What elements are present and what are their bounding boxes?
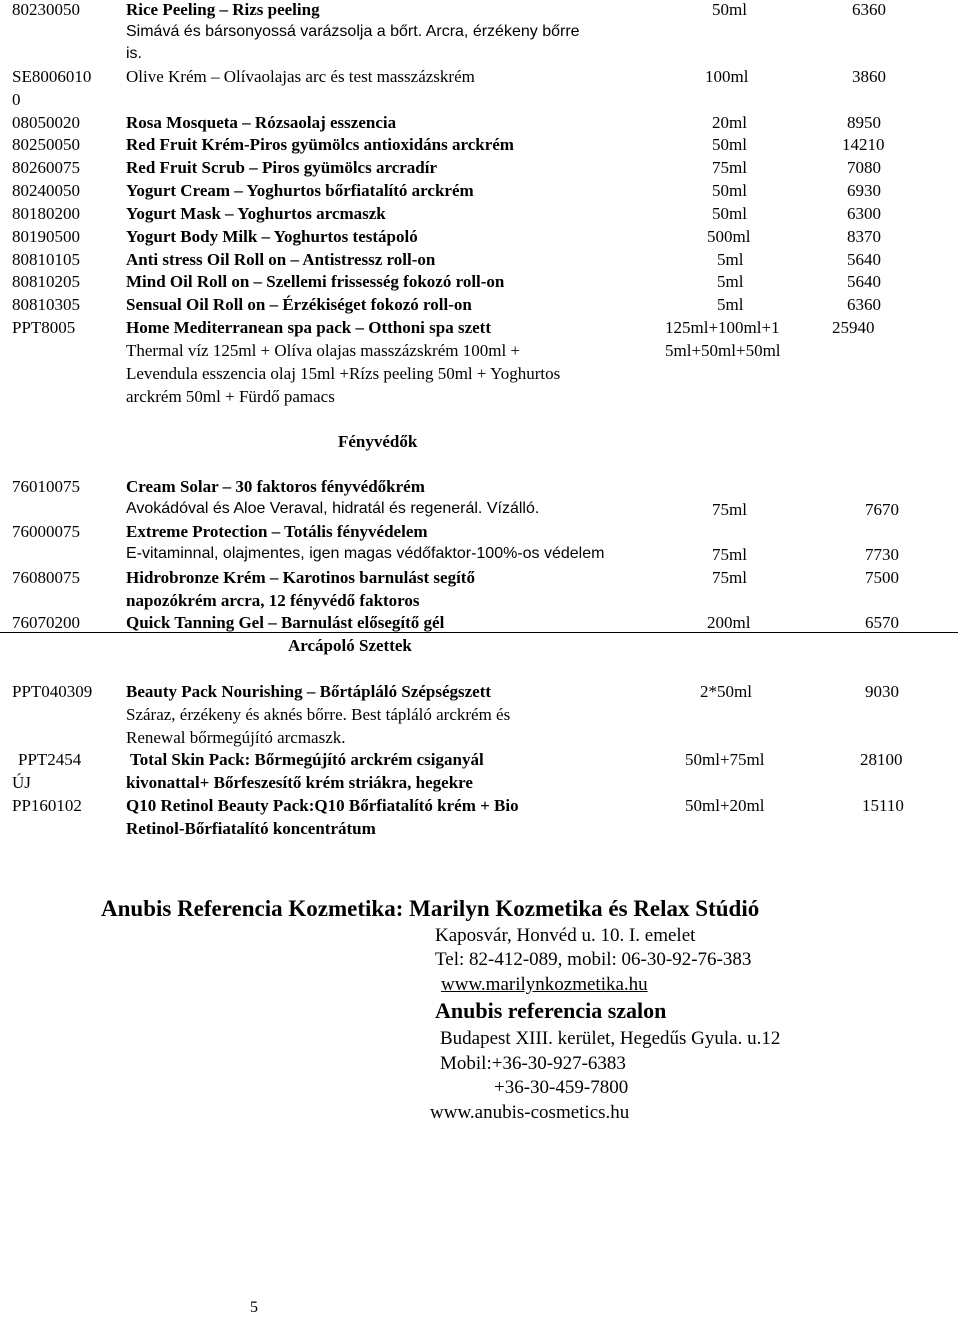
- text-line: PPT040309: [12, 682, 93, 701]
- text-line: 8370: [847, 227, 881, 246]
- text-line: 0: [12, 90, 21, 109]
- text-line: 5640: [847, 272, 881, 291]
- text-line: 5ml: [717, 272, 744, 291]
- text-line: 6930: [847, 181, 881, 200]
- text-line: Beauty Pack Nourishing – Bőrtápláló Szépségszett: [126, 682, 492, 701]
- text-line: 80810205: [12, 272, 80, 291]
- text-line: 76080075: [12, 568, 80, 587]
- text-line: Hidrobronze Krém – Karotinos barnulást segítő: [126, 568, 475, 587]
- footer-heading: Anubis Referencia Kozmetika: Marilyn Kozmetika és Relax Stúdió: [101, 896, 760, 921]
- footer-phone-1: Tel: 82-412-089, mobil: 06-30-92-76-383: [435, 949, 752, 970]
- text-line: E-vitaminnal, olajmentes, igen magas védőfaktor-100%-os védelem: [126, 545, 605, 562]
- text-line: 20ml: [712, 113, 747, 132]
- text-line: 500ml: [707, 227, 751, 246]
- text-line: 7670: [865, 500, 899, 519]
- text-line: Száraz, érzékeny és aknés bőrre. Best tápláló arckrém és: [126, 705, 511, 724]
- text-line: Renewal bőrmegújító arcmaszk.: [126, 728, 346, 747]
- footer-website-2[interactable]: www.anubis-cosmetics.hu: [430, 1102, 630, 1123]
- text-line: 9030: [865, 682, 899, 701]
- text-line: 80180200: [12, 204, 80, 223]
- text-line: Quick Tanning Gel – Barnulást elősegítő gél: [126, 613, 445, 632]
- text-line: Avokádóval és Aloe Veraval, hidratál és regenerál. Vízálló.: [126, 500, 540, 517]
- text-line: Red Fruit Scrub – Piros gyümölcs arcradír: [126, 158, 438, 177]
- text-line: 76000075: [12, 522, 80, 541]
- text-line: kivonattal+ Bőrfeszesítő krém striákra, hegekre: [126, 773, 473, 792]
- text-line: 5ml+50ml+50ml: [665, 341, 781, 360]
- text-line: 80810105: [12, 250, 80, 269]
- text-line: 50ml+75ml: [685, 750, 765, 769]
- text-line: 75ml: [712, 568, 747, 587]
- text-line: Simává és bársonyossá varázsolja a bőrt. Arcra, érzékeny bőrre: [126, 23, 580, 40]
- text-line: 76070200: [12, 613, 80, 632]
- text-line: 80810305: [12, 295, 80, 314]
- text-line: 5ml: [717, 250, 744, 269]
- text-line: 2*50ml: [700, 682, 752, 701]
- text-line: SE8006010: [12, 67, 92, 86]
- text-line: 5ml: [717, 295, 744, 314]
- text-line: 50ml: [712, 181, 747, 200]
- text-line: 50ml: [712, 0, 747, 19]
- text-line: 7080: [847, 158, 881, 177]
- footer-salon-name: Anubis referencia szalon: [435, 998, 667, 1023]
- text-line: Retinol-Bőrfiatalító koncentrátum: [126, 819, 376, 838]
- text-line: is.: [126, 45, 142, 62]
- text-line: 80190500: [12, 227, 80, 246]
- text-line: 25940: [832, 318, 875, 337]
- text-line: 200ml: [707, 613, 751, 632]
- footer-address-2: Budapest XIII. kerület, Hegedűs Gyula. u.12: [440, 1028, 781, 1049]
- text-line: 6360: [847, 295, 881, 314]
- text-line: 125ml+100ml+1: [665, 318, 780, 337]
- text-line: 6360: [852, 0, 886, 19]
- text-line: 80240050: [12, 181, 80, 200]
- text-line: 80230050: [12, 0, 80, 19]
- text-line: Rosa Mosqueta – Rózsaolaj esszencia: [126, 113, 397, 132]
- text-line: Levendula esszencia olaj 15ml +Rízs peeling 50ml + Yoghurtos: [126, 364, 561, 383]
- text-line: 100ml: [705, 67, 749, 86]
- text-line: Home Mediterranean spa pack – Otthoni spa szett: [126, 318, 492, 337]
- text-line: 6570: [865, 613, 899, 632]
- text-line: Fényvédők: [338, 432, 418, 451]
- text-line: 76010075: [12, 477, 80, 496]
- text-line: Olive Krém – Olívaolajas arc és test masszázskrém: [126, 67, 475, 86]
- section-divider: [0, 632, 958, 633]
- footer-website-1[interactable]: www.marilynkozmetika.hu: [441, 974, 648, 995]
- text-line: Q10 Retinol Beauty Pack:Q10 Bőrfiatalító krém + Bio: [126, 796, 519, 815]
- text-line: arckrém 50ml + Fürdő pamacs: [126, 387, 335, 406]
- text-line: PP160102: [12, 796, 82, 815]
- text-line: 5640: [847, 250, 881, 269]
- text-line: Extreme Protection – Totális fényvédelem: [126, 522, 428, 541]
- text-line: Yogurt Body Milk – Yoghurtos testápoló: [126, 227, 418, 246]
- text-line: PPT2454: [18, 750, 82, 769]
- text-line: 14210: [842, 135, 885, 154]
- text-line: PPT8005: [12, 318, 76, 337]
- text-line: napozókrém arcra, 12 fényvédő faktoros: [126, 591, 420, 610]
- text-line: Sensual Oil Roll on – Érzékiséget fokozó roll-on: [126, 295, 472, 314]
- footer-address-1: Kaposvár, Honvéd u. 10. I. emelet: [435, 925, 696, 946]
- text-line: 08050020: [12, 113, 80, 132]
- page-number: 5: [250, 1299, 258, 1316]
- text-line: 3860: [852, 67, 886, 86]
- text-line: 50ml: [712, 135, 747, 154]
- text-line: 50ml+20ml: [685, 796, 765, 815]
- text-line: 75ml: [712, 158, 747, 177]
- text-line: 7730: [865, 545, 899, 564]
- text-line: Rice Peeling – Rizs peeling: [126, 0, 320, 19]
- text-line: Anti stress Oil Roll on – Antistressz roll-on: [126, 250, 436, 269]
- text-line: 6300: [847, 204, 881, 223]
- text-line: Yogurt Cream – Yoghurtos bőrfiatalító arckrém: [126, 181, 474, 200]
- text-line: 80260075: [12, 158, 80, 177]
- text-line: Red Fruit Krém-Piros gyümölcs antioxidáns arckrém: [126, 135, 514, 154]
- text-line: 75ml: [712, 545, 747, 564]
- text-line: 75ml: [712, 500, 747, 519]
- text-line: 28100: [860, 750, 903, 769]
- text-line: ÚJ: [12, 773, 31, 792]
- text-line: Yogurt Mask – Yoghurtos arcmaszk: [126, 204, 386, 223]
- text-line: 7500: [865, 568, 899, 587]
- text-line: 8950: [847, 113, 881, 132]
- footer-mobile-3: +36-30-459-7800: [494, 1077, 629, 1098]
- text-line: Total Skin Pack: Bőrmegújító arckrém csiganyál: [130, 750, 484, 769]
- text-line: 50ml: [712, 204, 747, 223]
- text-line: Mind Oil Roll on – Szellemi frissesség fokozó roll-on: [126, 272, 505, 291]
- text-line: Arcápoló Szettek: [288, 636, 412, 655]
- text-line: 15110: [862, 796, 904, 815]
- text-line: 80250050: [12, 135, 80, 154]
- footer-mobile-2: Mobil:+36-30-927-6383: [440, 1053, 626, 1074]
- text-line: Thermal víz 125ml + Olíva olajas masszázskrém 100ml +: [126, 341, 521, 360]
- text-line: Cream Solar – 30 faktoros fényvédőkrém: [126, 477, 425, 496]
